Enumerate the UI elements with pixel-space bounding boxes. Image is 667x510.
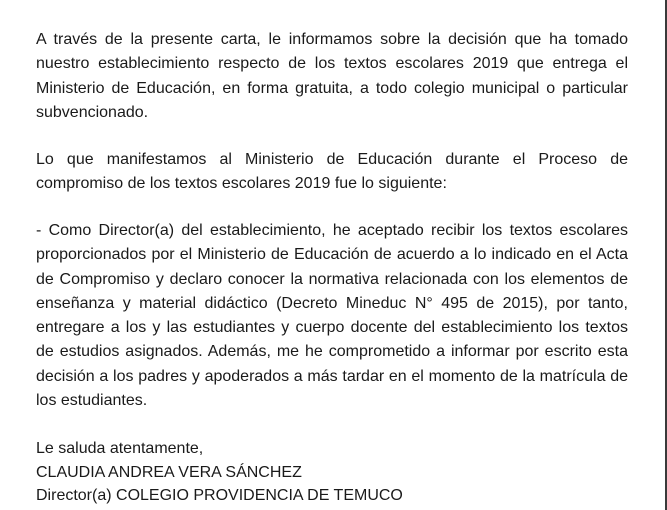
- letter-paragraph-intro: A través de la presente carta, le informamos sobre la decisión que ha tomado nuestro establecimiento respecto de los textos escolares 2019 que entrega el Ministerio de Educación, en forma gratuita, a todo colegio municipal o particular subvencionado.: [36, 31, 628, 121]
- greeting: Le saluda atentamente,: [36, 440, 204, 457]
- letter-paragraph-commitment: - Como Director(a) del establecimiento, he aceptado recibir los textos escolares proporcionados por el Ministerio de Educación de acuerdo a lo indicado en el Acta de Compromiso y declaro conocer la normativa relacionada con los elementos de enseñanza y material didáctico (Decreto Mineduc N° 495 de 2015), por tanto, entregare a los y las estudiantes y cuerpo docente del establecimiento los textos de estudios asignados. Además, me he comprometido a informar por escrito esta decisión a los padres y apoderados a más tardar en el momento de la matrícula de los estudiantes.: [36, 222, 628, 410]
- signer-title: Director(a) COLEGIO PROVIDENCIA DE TEMUCO: [36, 487, 403, 504]
- letter-signature-block: [36, 437, 403, 508]
- letter-paragraph-statement: Lo que manifestamos al Ministerio de Educación durante el Proceso de compromiso de los textos escolares 2019 fue lo siguiente:: [36, 151, 628, 193]
- signer-name: CLAUDIA ANDREA VERA SÁNCHEZ: [36, 463, 302, 481]
